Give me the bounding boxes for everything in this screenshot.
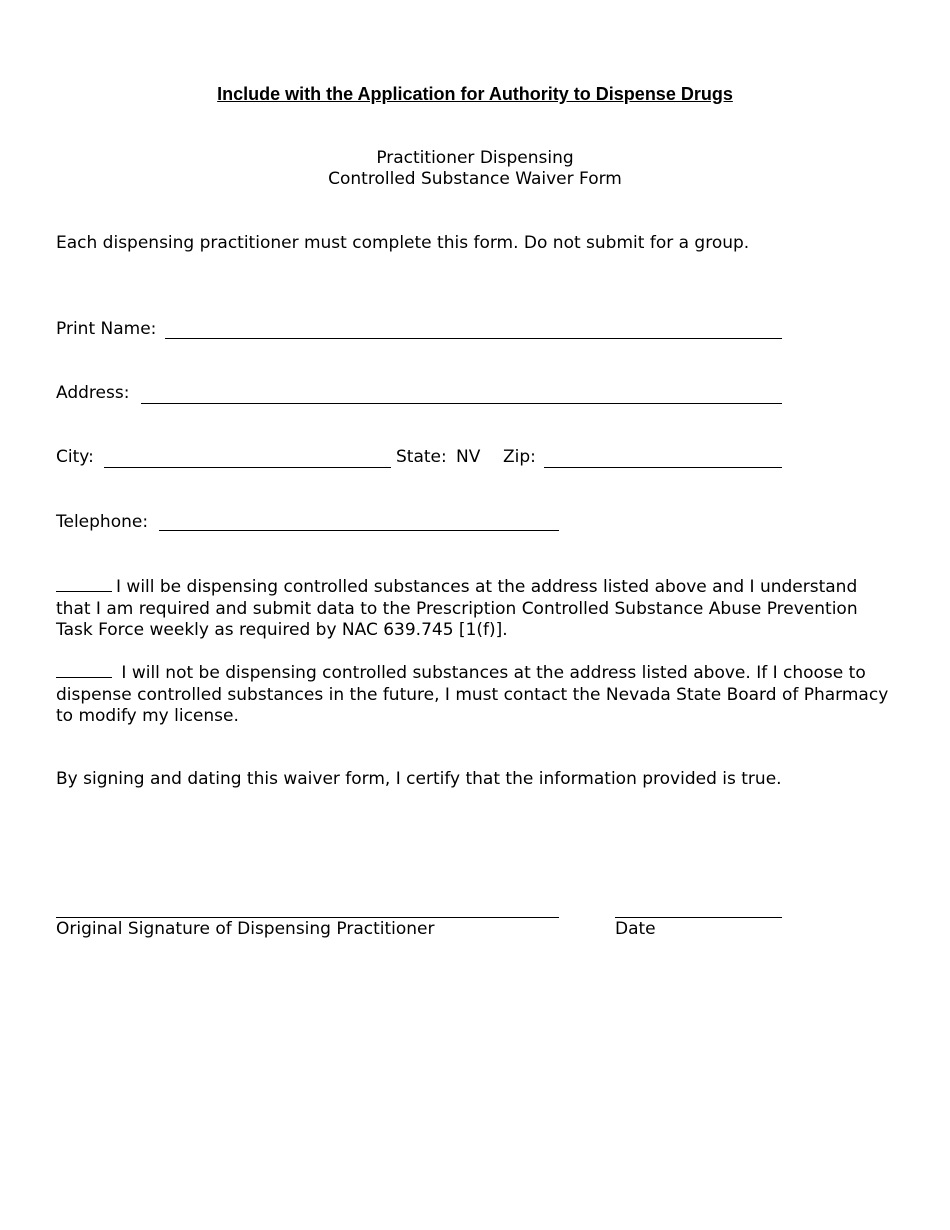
dispensing-option-text: I will be dispensing controlled substances at the address listed above and I understand that I am required and submit data to the Prescription Controlled Substance Abuse Prevention Task Force weekly as required by NAC 639.745 [1(f)]. [56, 577, 858, 640]
not-dispensing-option-text: I will not be dispensing controlled substances at the address listed above. If I choose to dispense controlled substances in the future, I must contact the Nevada State Board of Pharmacy to modify my license. [56, 663, 889, 726]
zip-field[interactable] [544, 467, 782, 468]
address-label: Address: [56, 383, 130, 403]
date-field[interactable] [615, 917, 782, 918]
date-label: Date [615, 919, 656, 939]
city-label: City: [56, 447, 94, 467]
print-name-label: Print Name: [56, 319, 157, 339]
print-name-field[interactable] [165, 338, 782, 339]
certification-text: By signing and dating this waiver form, I certify that the information provided is true. [56, 769, 782, 789]
telephone-label: Telephone: [56, 512, 149, 532]
state-value: NV [456, 447, 481, 467]
address-field[interactable] [141, 403, 782, 404]
city-field[interactable] [104, 467, 391, 468]
not-dispensing-checkbox-line[interactable] [56, 662, 112, 678]
signature-field[interactable] [56, 917, 559, 918]
telephone-field[interactable] [159, 530, 559, 531]
form-heading: Include with the Application for Authority to Dispense Drugs [217, 84, 733, 104]
zip-label: Zip: [503, 447, 536, 467]
form-subtitle-line-1: Practitioner Dispensing [376, 148, 574, 168]
instructions-text: Each dispensing practitioner must complete this form. Do not submit for a group. [56, 233, 750, 253]
dispensing-option [56, 576, 896, 642]
state-label: State: [396, 447, 447, 467]
form-subtitle-line-2: Controlled Substance Waiver Form [328, 169, 622, 189]
not-dispensing-option [56, 662, 896, 728]
signature-label: Original Signature of Dispensing Practitioner [56, 919, 435, 939]
dispensing-checkbox-line[interactable] [56, 576, 112, 592]
